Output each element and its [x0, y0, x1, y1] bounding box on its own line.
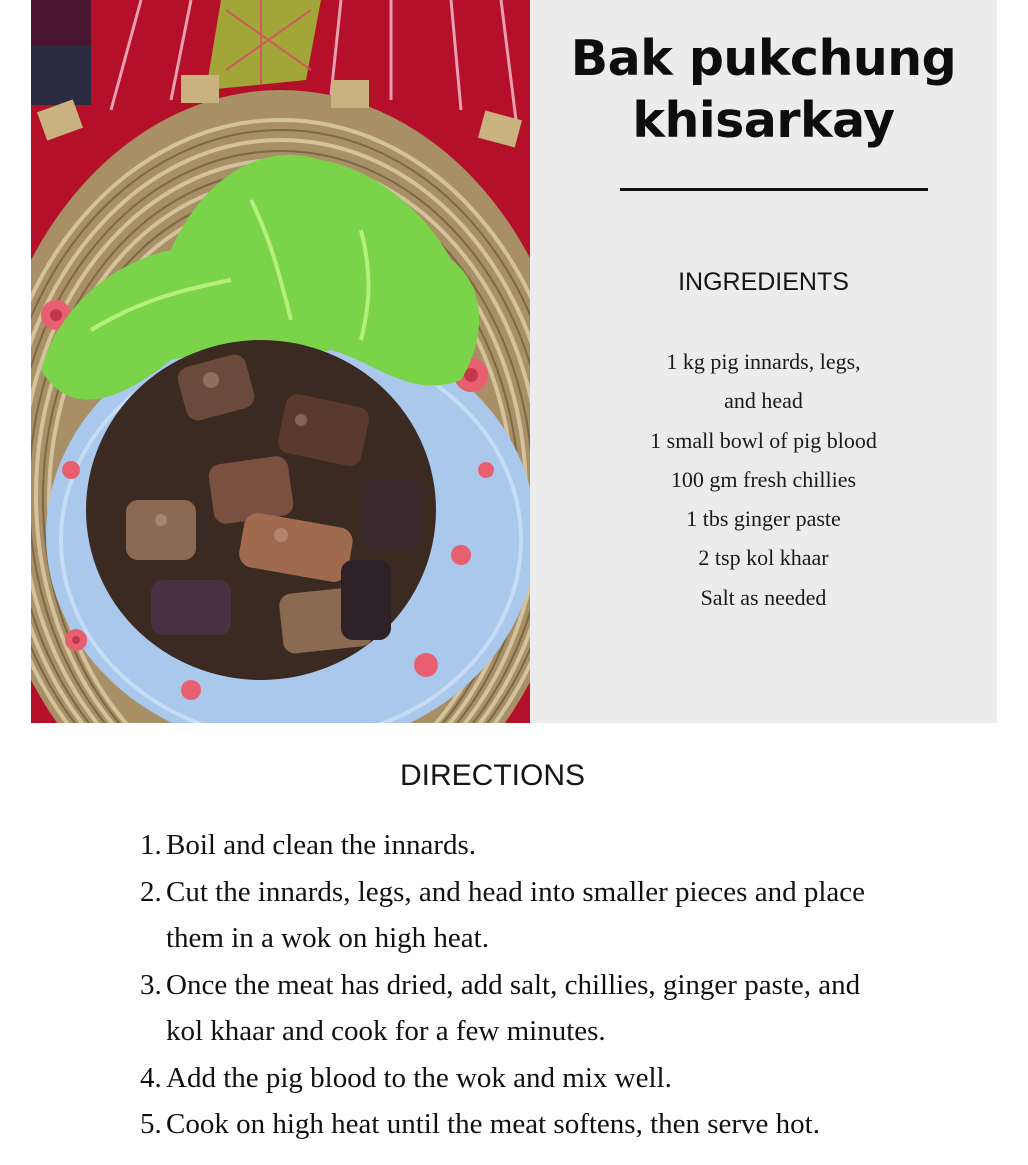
step-text: Cook on high heat until the meat softens, then serve hot. — [166, 1108, 820, 1140]
ingredient-item: 2 tsp kol khaar — [698, 545, 829, 571]
directions-list — [140, 822, 900, 1148]
recipe-info-panel — [530, 0, 997, 723]
step-text: Boil and clean the innards. — [166, 829, 477, 861]
ingredient-item: 1 tbs ginger paste — [686, 506, 841, 532]
ingredient-item: and head — [724, 388, 803, 414]
step-number: 4. — [140, 1061, 162, 1094]
step-number: 5. — [140, 1108, 162, 1140]
direction-step — [140, 869, 900, 962]
direction-step — [140, 1101, 900, 1148]
ingredient-item: Salt as needed — [700, 584, 827, 610]
ingredient-item: 1 kg pig innards, legs, — [666, 349, 861, 374]
step-number: 1. — [140, 829, 162, 861]
step-number: 3. — [140, 968, 162, 1001]
ingredient-item: 1 small bowl of pig blood — [650, 427, 877, 453]
dish-photo — [31, 0, 530, 723]
title-divider — [620, 188, 928, 191]
step-text: Once the meat has dried, add salt, chillies, ginger paste, and kol khaar and cook for a few minutes. — [166, 968, 861, 1047]
ingredients-heading: INGREDIENTS — [678, 268, 849, 296]
recipe-title-line1: Bak pukchung — [570, 30, 957, 87]
direction-step — [140, 822, 900, 869]
recipe-title — [530, 28, 997, 152]
step-text: Add the pig blood to the wok and mix well. — [166, 1061, 672, 1094]
step-text: Cut the innards, legs, and head into smaller pieces and place them in a wok on high heat. — [166, 875, 866, 954]
directions-heading: DIRECTIONS — [399, 759, 585, 792]
direction-step — [140, 962, 900, 1055]
direction-step — [140, 1055, 900, 1102]
dish-photo-illustration — [31, 0, 530, 723]
ingredient-item: 100 gm fresh chillies — [670, 466, 857, 492]
step-number: 2. — [140, 875, 162, 908]
recipe-title-line2: khisarkay — [632, 92, 895, 149]
ingredients-list — [530, 342, 997, 617]
